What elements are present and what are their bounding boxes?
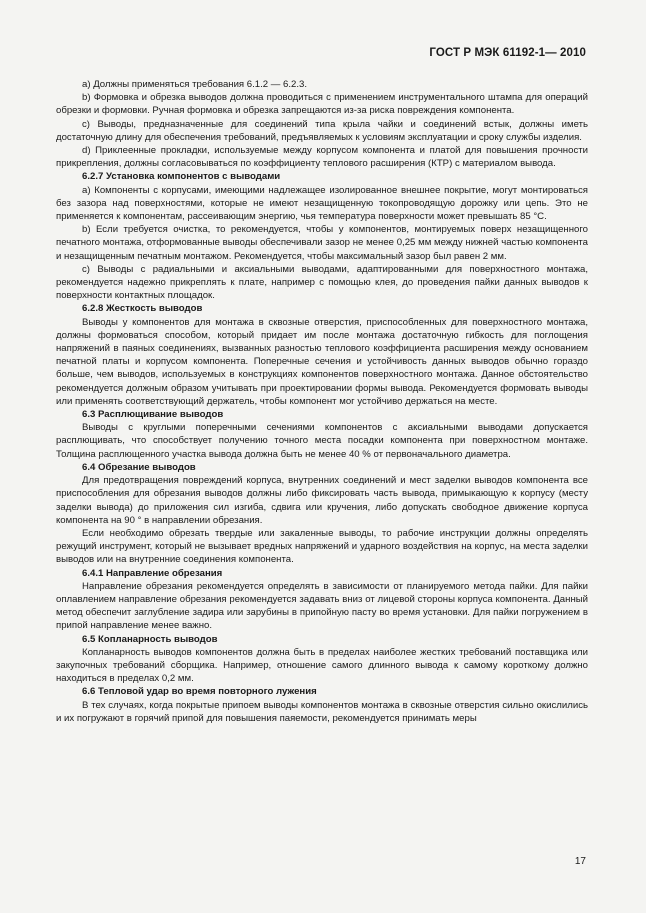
paragraph: b) Если требуется очистка, то рекомендуется, чтобы у компонентов, монтируемых поверх незащищенного печатного монтажа, отформованные выводы обеспечивали зазор не менее 0,25 мм между нижней частью компонента и незащищенным печатным монтажом. Рекомендуется, чтобы максимальный зазор был равен 2 мм. <box>56 224 588 262</box>
paragraph: Если необходимо обрезать твердые или закаленные выводы, то рабочие инструкции должны определять режущий инструмент, который не вызывает вредных напряжений и ударного воздействия на корпус, на места заделки выводов или на внутренние соединения компонента. <box>56 527 588 566</box>
section-heading: 6.3 Расплющивание выводов <box>82 409 224 421</box>
paragraph: Копланарность выводов компонентов должна быть в пределах наиболее жестких требований поставщика или закупочных требований сборщика. Например, отношение самого длинного вывода к самому короткому должно находиться в пределах 0,2 мм. <box>56 646 588 685</box>
standard-header: ГОСТ Р МЭК 61192-1— 2010 <box>429 47 586 59</box>
paragraph: Для предотвращения повреждений корпуса, внутренних соединений и мест заделки выводов компонента все приспособления для обрезания выводов должны либо фиксировать часть вывода, примыкающую к корпусу (месту заделки вывода) до приложения сил изгиба, сдвига или кручения, либо допускать свободное движение корпуса компонента на 90 ° в направлении обрезания. <box>56 475 588 526</box>
paragraph: Направление обрезания рекомендуется определять в зависимости от планируемого метода пайки. Для пайки оплавлением направление обрезания рекомендуется задавать вниз от лицевой стороны корпуса компонента. Данный метод обеспечит заглубление задира или зарубины в припойную пасту во время установки. Для пайки погружением в припой направление менее важно. <box>56 580 588 632</box>
paragraph: В тех случаях, когда покрытые припоем выводы компонентов монтажа в сквозные отверстия сильно окислились и их погружают в горячий припой для повышения паяемости, рекомендуется принимать меры <box>56 699 588 724</box>
paragraph: d) Приклеенные прокладки, используемые между корпусом компонента и платой для повышения прочности прикрепления, должны согласовываться по коэффициенту теплового расширения (КТР) с материалом вывода. <box>56 145 588 170</box>
section-heading: 6.5 Копланарность выводов <box>82 633 218 645</box>
section-heading: 6.4.1 Направление обрезания <box>82 567 223 579</box>
paragraph: a) Должны применяться требования 6.1.2 — 6.2.3. <box>82 79 308 90</box>
paragraph: Выводы с круглыми поперечными сечениями компонентов с аксиальными выводами допускается расплющивать, что способствует получению точного места посадки компонента при поверхностном монтаже. Толщина расплющенного участка вывода должна быть не менее 40 % от первоначального диаметра. <box>56 422 588 460</box>
paragraph: Выводы у компонентов для монтажа в сквозные отверстия, приспособленных для поверхностного монтажа, должны формоваться способом, который придает им после монтажа достаточную гибкость для поглощения напряжений в паяных соединениях, вызванных разностью теплового коэффициента расширения между основанием печатной платы и корпусом компонента. Поперечные сечения и устойчивость данных выводов обычно гораздо больше, чем выводов, используемых в конструкциях компонентов поверхностного монтажа. Данное обстоятельство рекомендуется должным образом учитывать при проектировании формы вывода. Рекомендуется формовать выводы или применять соответствующий держатель, чтобы компонент мог устойчиво держаться на месте. <box>56 316 588 407</box>
paragraph: c) Выводы с радиальными и аксиальными выводами, адаптированными для поверхностного монтажа, рекомендуется надежно прикреплять к плате, например с помощью клея, до проведения пайки данных выводов к поверхности контактных площадок. <box>56 263 588 302</box>
section-heading: 6.6 Тепловой удар во время повторного лужения <box>82 686 317 698</box>
paragraph: c) Выводы, предназначенные для соединений типа крыла чайки и соединений встык, должны иметь достаточную длину для обеспечения требований, предъявляемых к условиям эксплуатации и сроку службы изделия. <box>56 118 588 143</box>
page-number: 17 <box>574 856 586 867</box>
section-heading: 6.4 Обрезание выводов <box>82 461 196 473</box>
document-body <box>56 78 588 725</box>
paragraph: a) Компоненты с корпусами, имеющими надлежащее изолированное внешнее покрытие, могут монтироваться без зазора над поверхностями, которые не имеют незащищенную токопроводящую дорожку или цепь. Это не применяется к компонентам, рассеивающим энергию, чья температура поверхности может превышать 85 °С. <box>56 184 588 223</box>
section-heading: 6.2.8 Жесткость выводов <box>82 303 203 315</box>
paragraph: b) Формовка и обрезка выводов должна проводиться с применением инструментального штампа для операций обрезки и формовки. Ручная формовка и обрезка запрещаются из-за риска повреждения компонента. <box>56 92 588 117</box>
section-heading: 6.2.7 Установка компонентов с выводами <box>82 171 281 183</box>
